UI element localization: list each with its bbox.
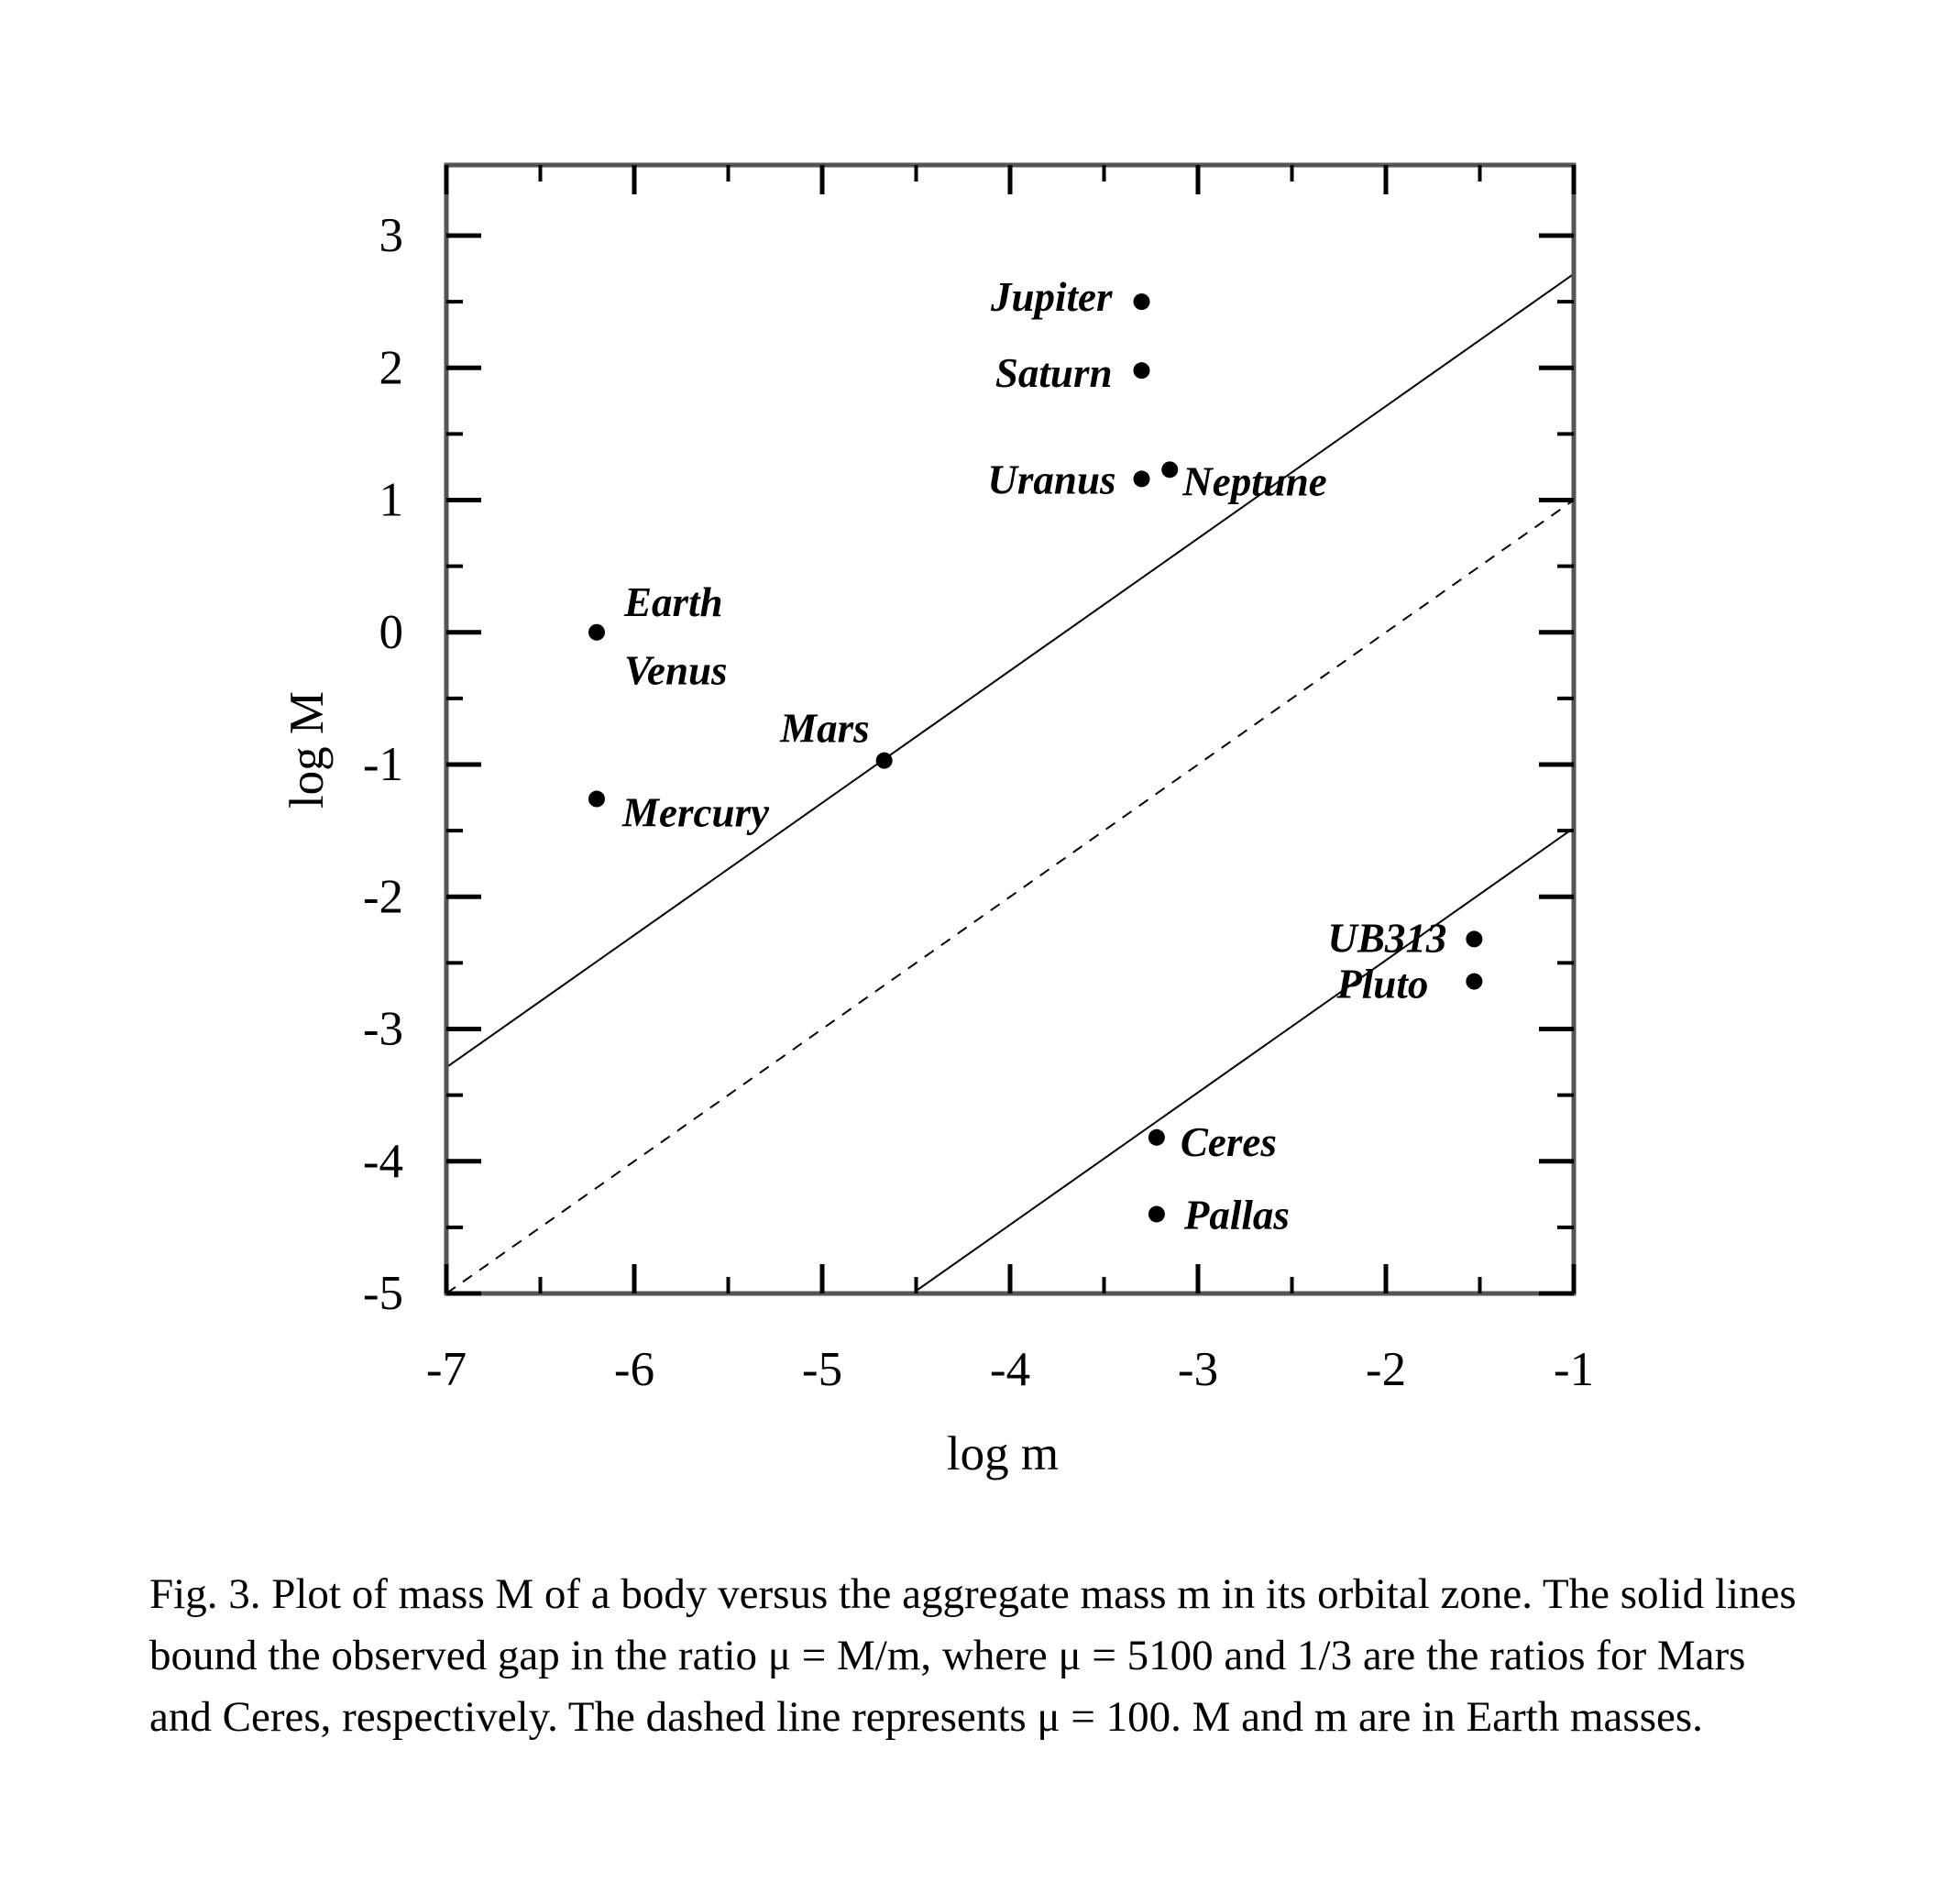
y-tick-label: -1: [362, 738, 403, 791]
point-label-uranus: Uranus: [987, 457, 1116, 503]
point-label-earth: Earth: [624, 578, 723, 625]
y-tick-label: -5: [362, 1267, 403, 1320]
x-tick-label: -2: [1365, 1343, 1407, 1396]
point-label-saturn: Saturn: [994, 350, 1113, 397]
y-axis-title: log M: [280, 690, 334, 809]
ratio-lines: [446, 274, 1574, 1293]
data-point-uranus: [1134, 470, 1150, 487]
y-tick-label: -4: [362, 1134, 403, 1188]
point-label-ceres: Ceres: [1180, 1118, 1277, 1165]
data-point-saturn: [1134, 362, 1150, 379]
point-label-jupiter: Jupiter: [990, 274, 1113, 321]
x-tick-label: -4: [989, 1343, 1031, 1396]
point-label-venus: Venus: [624, 647, 728, 694]
axis-ticks: [363, 165, 1594, 1396]
y-tick-label: 2: [379, 341, 403, 395]
data-point-jupiter: [1134, 293, 1150, 310]
data-point-earth: [588, 624, 605, 641]
data-point-pallas: [1148, 1205, 1165, 1222]
point-label-neptune: Neptune: [1182, 458, 1327, 505]
y-tick-label: 0: [379, 605, 403, 659]
x-tick-label: -1: [1553, 1343, 1595, 1396]
point-label-mercury: Mercury: [622, 789, 769, 836]
point-label-pallas: Pallas: [1183, 1192, 1290, 1238]
x-axis-title: log m: [946, 1427, 1060, 1480]
data-point-pluto: [1466, 974, 1482, 990]
x-tick-label: -6: [613, 1343, 655, 1396]
data-point-mercury: [588, 791, 605, 808]
point-label-pluto: Pluto: [1336, 961, 1429, 1007]
y-tick-label: 1: [379, 473, 403, 527]
data-point-mars: [876, 753, 893, 769]
x-tick-label: -5: [801, 1343, 843, 1396]
data-point-ub313: [1466, 930, 1482, 947]
data-point-neptune: [1161, 461, 1178, 478]
figure-caption: Fig. 3. Plot of mass M of a body versus the aggregate mass m in its orbital zone. The solid lines bound the observed gap in the ratio μ = M/m, where μ = 5100 and 1/3 are the ratios for Mars and Ceres, respectively. The dashed line represents μ = 100. M and m are in Earth masses.: [149, 1570, 1797, 1741]
y-tick-label: 3: [379, 209, 403, 262]
y-tick-label: -2: [362, 870, 403, 924]
dashed-ratio-line: [446, 501, 1574, 1294]
x-tick-label: -3: [1177, 1343, 1219, 1396]
x-tick-label: -7: [425, 1343, 467, 1396]
plot-frame: [446, 165, 1574, 1293]
data-point-ceres: [1148, 1129, 1165, 1146]
point-label-ub313: UB313: [1327, 915, 1447, 962]
point-labels: [621, 274, 1446, 1238]
point-label-mars: Mars: [780, 705, 870, 752]
y-tick-label: -3: [362, 1002, 403, 1056]
